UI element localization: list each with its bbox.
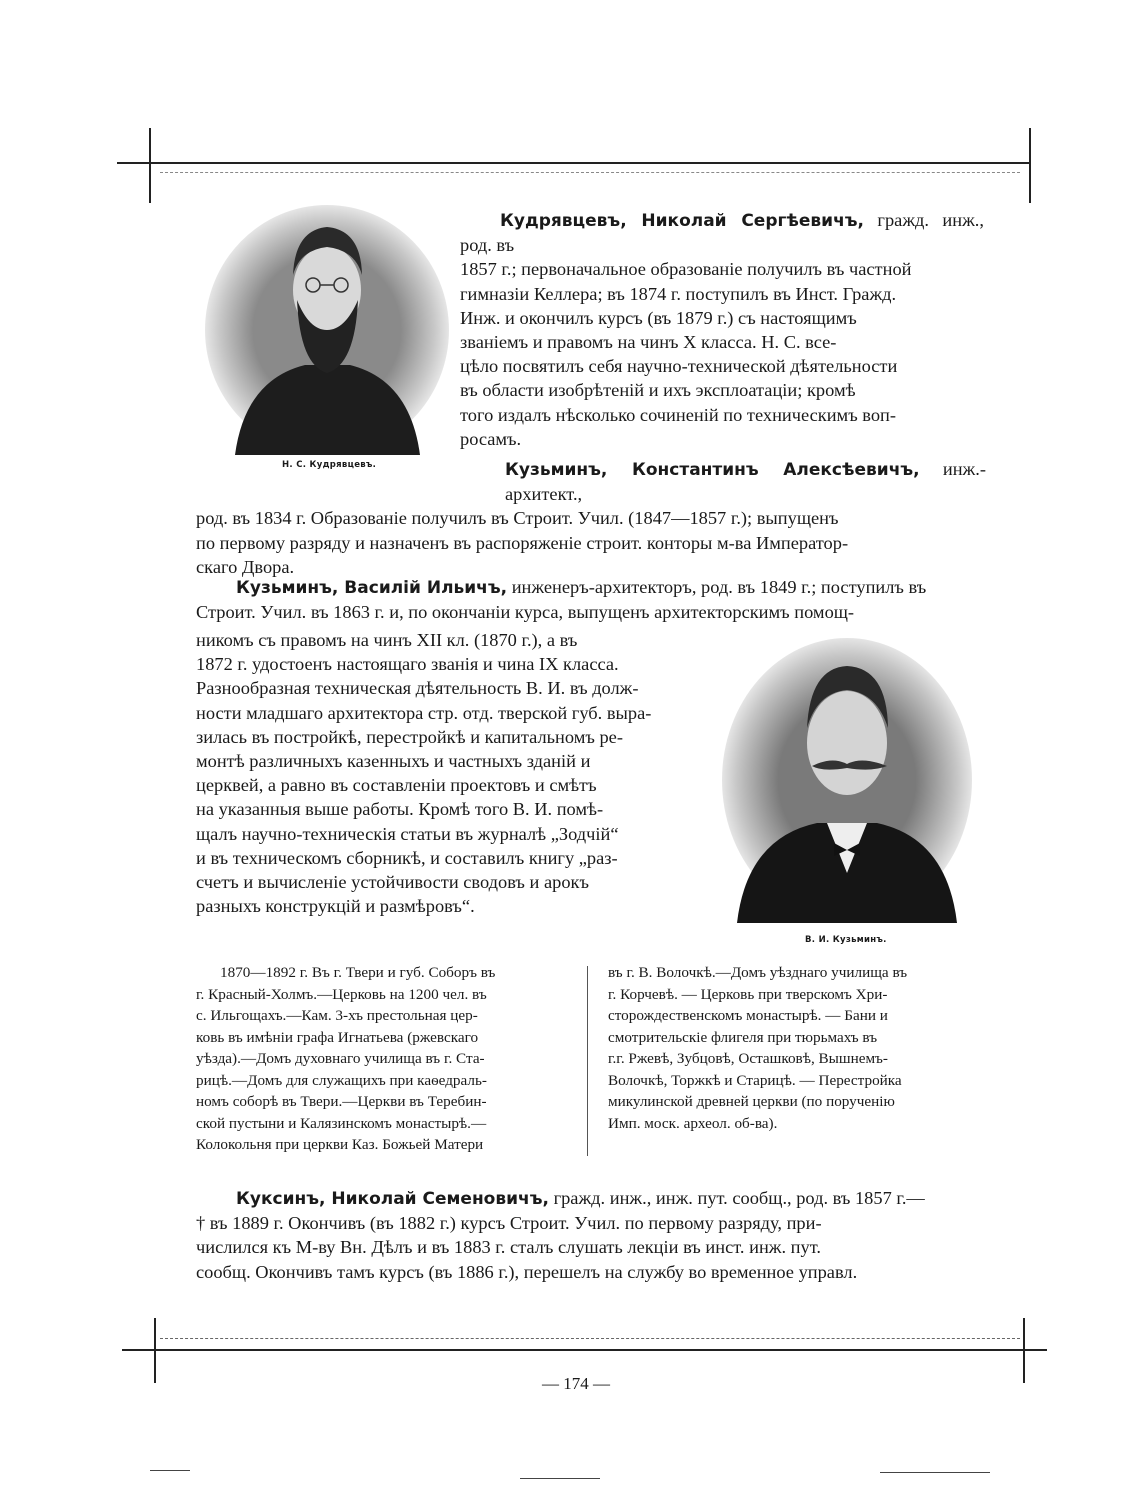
frame-top-rule [117,162,1030,164]
entry-name: Кузьминъ, Василій Ильичъ, [236,578,508,598]
frame-right-rule-bottom [1023,1318,1025,1383]
portrait-kudryavtsev [205,205,450,455]
dashed-bottom-line [160,1338,1020,1339]
entry-kuzmin-vasily-cont: никомъ съ правомъ на чинъ XII кл. (1870 г.), а въ 1872 г. удостоенъ настоящаго званія и чина IX класса. Разнообразная техническая дѣятельность В. И. въ долж- ности младшаго архитектора стр. отд. тверской губ. выра- зилась въ постройкѣ, перестройкѣ и капитальномъ ре- монтѣ различныхъ казенныхъ и частныхъ зданій и церквей, а равно въ составленіи проектовъ и смѣтъ на указанныя выше работы. Кромѣ того В. И. помѣ- щалъ научно-техническія статьи въ журналѣ „Зодчій“ и въ техническомъ сборникѣ, и составилъ книгу „раз- счетъ и вычисленіе устойчивости сводовъ и арокъ разныхъ конструкцій и размѣровъ“. [196,630,652,917]
dashed-top-line [160,172,1020,173]
scan-artifact [880,1472,990,1473]
scan-artifact [520,1478,600,1479]
caption-kuzmin: В. И. Кузьминъ. [805,935,887,945]
entry-kuksin: Куксинъ, Николай Семеновичъ, гражд. инж., инж. пут. сообщ., род. въ 1857 г.— † въ 1889 г. Окончивъ (въ 1882 г.) курсъ Строит. Учил. по первому разряду, при- числился къ М-ву Вн. Дѣлъ и въ 1883 г. сталъ слушать лекціи въ инст. инж. пут. сообщ. Окончивъ тамъ курсъ (въ 1886 г.), перешелъ на службу во временное управл. [196,1188,925,1282]
frame-right-rule-top [1029,128,1031,203]
portrait-kuzmin [722,638,972,923]
works-right-column: въ г. В. Волочкѣ.—Домъ уѣзднаго училища въ г. Корчевѣ. — Церковь при тверскомъ Хри- сторождественскомъ монастырѣ. — Бани и смотрительскіе флигеля при тюрьмахъ въ г.г. Ржевѣ, Зубцовѣ, Осташковѣ, Вышнемъ- Волочкѣ, Торжкѣ и Старицѣ. — Перестройка микулинской древней церкви (по порученію Имп. моск. археол. об-ва). [608,964,908,1132]
caption-kudryavtsev: Н. С. Кудрявцевъ. [282,460,377,470]
entry-kuzmin-konstantin: Кузьминъ, Константинъ Алексѣевичъ, инж.-архитект., род. въ 1834 г. Образованіе получилъ въ Строит. Учил. (1847—1857 г.); выпущенъ по первому разряду и назначенъ въ распоряженіе строит. конторы м-ва Император- скаго Двора. [196,459,986,577]
entry-kudryavtsev: Кудрявцевъ, Николай Сергѣевичъ, гражд. инж., род. въ 1857 г.; первоначальное образованіе получилъ въ частной гимназіи Келлера; въ 1874 г. поступилъ въ Инст. Гражд. Инж. и окончилъ курсъ (въ 1879 г.) съ настоящимъ званіемъ и правомъ на чинъ X класса. Н. С. все- цѣло посвятилъ себя научно-технической дѣятельности въ области изобрѣтеній и ихъ эксплоатаціи; кромѣ того издалъ нѣсколько сочиненій по техническимъ воп- росамъ. [460,210,984,449]
column-divider [587,966,588,1156]
frame-left-rule-bottom [154,1318,156,1383]
page-number: — 174 — [542,1374,610,1393]
entry-kuzmin-vasily: Кузьминъ, Василій Ильичъ, инженеръ-архитекторъ, род. въ 1849 г.; поступилъ въ Строит. Учил. въ 1863 г. и, по окончаніи курса, выпущенъ архитекторскимъ помощ- [196,577,927,623]
frame-bottom-rule [122,1349,1047,1351]
scan-artifact [150,1470,190,1471]
frame-left-rule-top [149,128,151,203]
works-left-column: 1870—1892 г. Въ г. Твери и губ. Соборъ въ г. Красный-Холмъ.—Церковь на 1200 чел. въ с. Ильгощахъ.—Кам. 3-хъ престольная цер- ковь въ имѣніи графа Игнатьева (ржевскаго уѣзда).—Домъ духовнаго училища въ г. Ста- рицѣ.—Домъ для служащихъ при каѳедраль- номъ соборѣ въ Твери.—Церкви въ Теребин- ской пустыни и Калязинскомъ монастырѣ.— Колокольня при церкви Каз. Божьей Матери [196,964,496,1153]
entry-name: Кузьминъ, Константинъ Алексѣевичъ, [505,460,920,480]
entry-name: Кудрявцевъ, Николай Сергѣевичъ, [500,211,864,231]
entry-name: Куксинъ, Николай Семеновичъ, [236,1189,549,1209]
